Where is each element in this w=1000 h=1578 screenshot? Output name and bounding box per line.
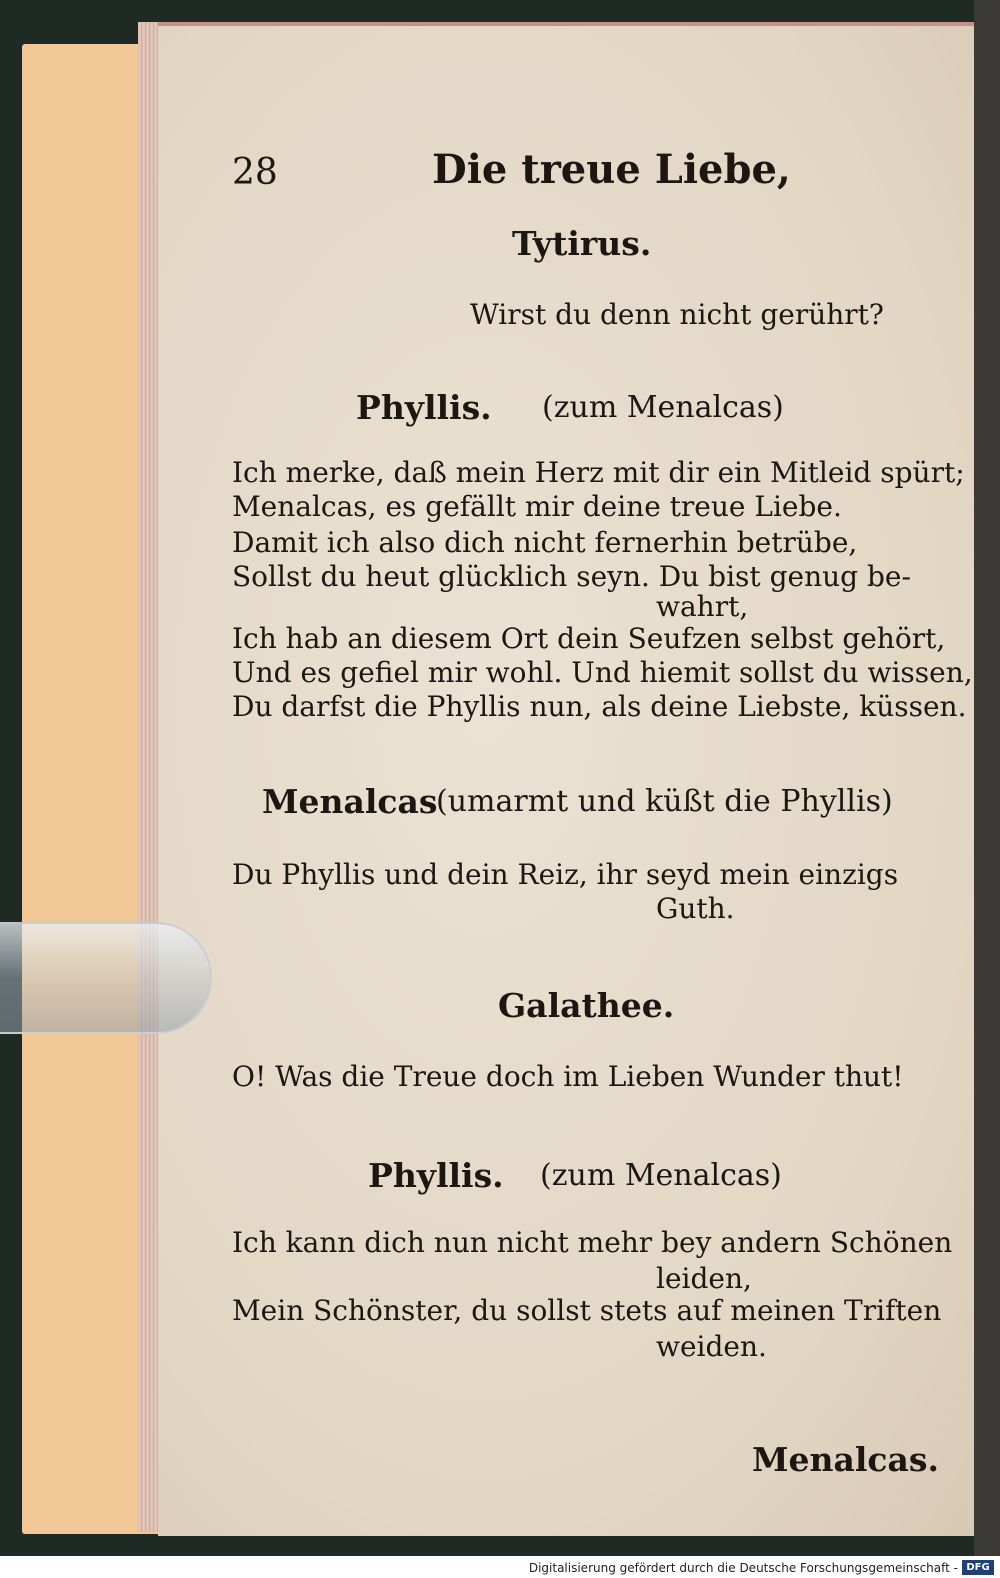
- verse-line: Mein Schönster, du sollst stets auf meinen Triften: [232, 1294, 942, 1327]
- dfg-logo: DFG: [962, 1560, 994, 1575]
- verse-line: O! Was die Treue doch im Lieben Wunder thut!: [232, 1060, 904, 1093]
- verse-line: Und es gefiel mir wohl. Und hiemit sollst du wissen,: [232, 656, 973, 689]
- verse-line: Wirst du denn nicht gerührt?: [470, 298, 884, 331]
- running-head-title: Die treue Liebe,: [432, 146, 791, 193]
- footer-credit: Digitalisierung gefördert durch die Deutsche Forschungsgemeinschaft -: [528, 1561, 958, 1575]
- book-spine: [974, 0, 1000, 1556]
- verse-line: Menalcas, es gefällt mir deine treue Liebe.: [232, 490, 842, 523]
- speaker-tytirus: Tytirus.: [512, 224, 652, 263]
- verse-line: Ich kann dich nun nicht mehr bey andern Schönen: [232, 1226, 953, 1259]
- speaker-galathee: Galathee.: [498, 986, 675, 1025]
- verse-line-continuation: weiden.: [656, 1330, 767, 1363]
- stage-direction: (umarmt und küßt die Phyllis): [436, 784, 893, 819]
- verse-line: Damit ich also dich nicht fernerhin betrübe,: [232, 526, 858, 559]
- speaker-phyllis: Phyllis.: [368, 1156, 504, 1195]
- speaker-phyllis: Phyllis.: [356, 388, 492, 427]
- page-clip: [0, 922, 212, 1034]
- stage-direction: (zum Menalcas): [540, 1158, 782, 1193]
- verse-line-continuation: leiden,: [656, 1262, 752, 1295]
- footer-bar: [0, 1556, 1000, 1578]
- verse-line-continuation: wahrt,: [656, 590, 749, 623]
- speaker-menalcas: Menalcas: [262, 782, 438, 821]
- stage-direction: (zum Menalcas): [542, 390, 784, 425]
- verse-line: Du Phyllis und dein Reiz, ihr seyd mein einzigs: [232, 858, 899, 891]
- verse-line: Sollst du heut glücklich seyn. Du bist genug be-: [232, 560, 911, 593]
- catchword: Menalcas.: [752, 1440, 939, 1479]
- page-number: 28: [232, 152, 278, 193]
- verse-line: Ich merke, daß mein Herz mit dir ein Mitleid spürt;: [232, 456, 965, 489]
- verse-line-continuation: Guth.: [656, 892, 735, 925]
- verse-line: Ich hab an diesem Ort dein Seufzen selbst gehört,: [232, 622, 946, 655]
- verse-line: Du darfst die Phyllis nun, als deine Liebste, küssen.: [232, 690, 967, 723]
